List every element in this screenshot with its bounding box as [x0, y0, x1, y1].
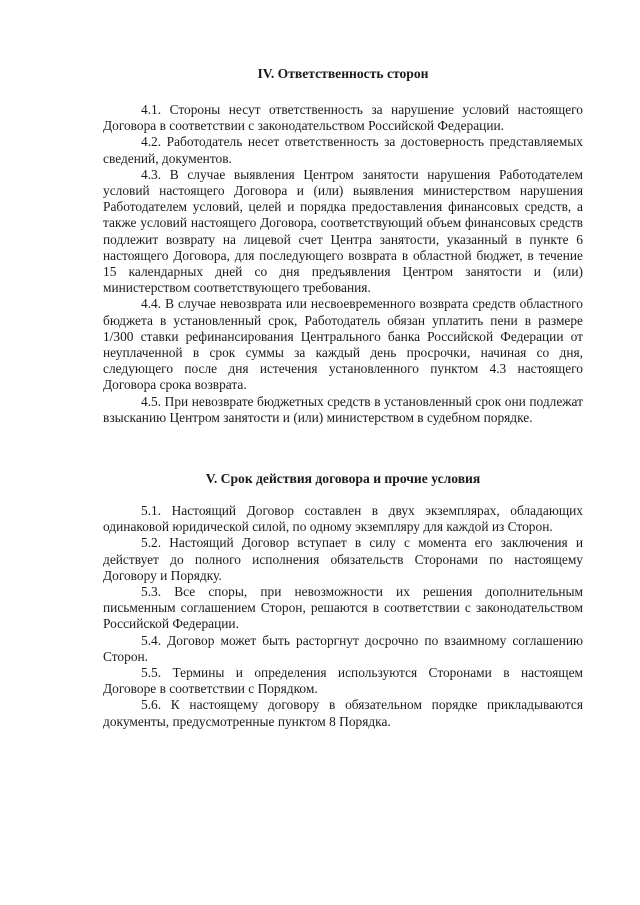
paragraph-5-6: 5.6. К настоящему договору в обязательном порядке прикладываются документы, предусмотренные пунктом 8 Порядка.: [103, 697, 583, 729]
paragraph-5-5: 5.5. Термины и определения используются Сторонами в настоящем Договоре в соответствии с Порядком.: [103, 665, 583, 697]
paragraph-4-2: 4.2. Работодатель несет ответственность за достоверность представляемых сведений, документов.: [103, 134, 583, 166]
section-4-title: IV. Ответственность сторон: [257, 66, 429, 81]
paragraph-5-1: 5.1. Настоящий Договор составлен в двух экземплярах, обладающих одинаковой юридической силой, по одному экземпляру для каждой из Сторон.: [103, 503, 583, 535]
section-5-title: V. Срок действия договора и прочие условия: [205, 471, 481, 486]
paragraph-4-3: 4.3. В случае выявления Центром занятости нарушения Работодателем условий настоящего Договора и (или) выявления министерством нарушения Работодателем условий, целей и порядка предоставления финансовых средств, а также условий настоящего Договора, соответствующий объем финансовых средств подлежит возврату на лицевой счет Центра занятости, указанный в пункте 6 настоящего Договора, для последующего возврата в областной бюджет, в течение 15 календарных дней со дня предъявления Центром занятости и (или) министерством соответствующего требования.: [103, 166, 583, 296]
paragraph-4-5: 4.5. При невозврате бюджетных средств в установленный срок они подлежат взысканию Центром занятости и (или) министерством в судебном порядке.: [103, 393, 583, 425]
paragraph-5-4: 5.4. Договор может быть расторгнут досрочно по взаимному соглашению Сторон.: [103, 632, 583, 664]
section-4-body: [103, 102, 583, 426]
paragraph-5-3: 5.3. Все споры, при невозможности их решения дополнительным письменным соглашением Сторон, решаются в соответствии с законодательством Российской Федерации.: [103, 584, 583, 632]
section-5-body: [103, 503, 583, 730]
paragraph-5-2: 5.2. Настоящий Договор вступает в силу с момента его заключения и действует до полного исполнения обязательств Сторонами по настоящему Договору и Порядку.: [103, 535, 583, 583]
paragraph-4-1: 4.1. Стороны несут ответственность за нарушение условий настоящего Договора в соответствии с законодательством Российской Федерации.: [103, 102, 583, 134]
paragraph-4-4: 4.4. В случае невозврата или несвоевременного возврата средств областного бюджета в установленный срок, Работодатель обязан уплатить пени в размере 1/300 ставки рефинансирования Центрального банка Российской Федерации от неуплаченной в срок суммы за каждый день просрочки, начиная со дня, следующего после дня истечения установленного пунктом 4.3 настоящего Договора срока возврата.: [103, 296, 583, 393]
